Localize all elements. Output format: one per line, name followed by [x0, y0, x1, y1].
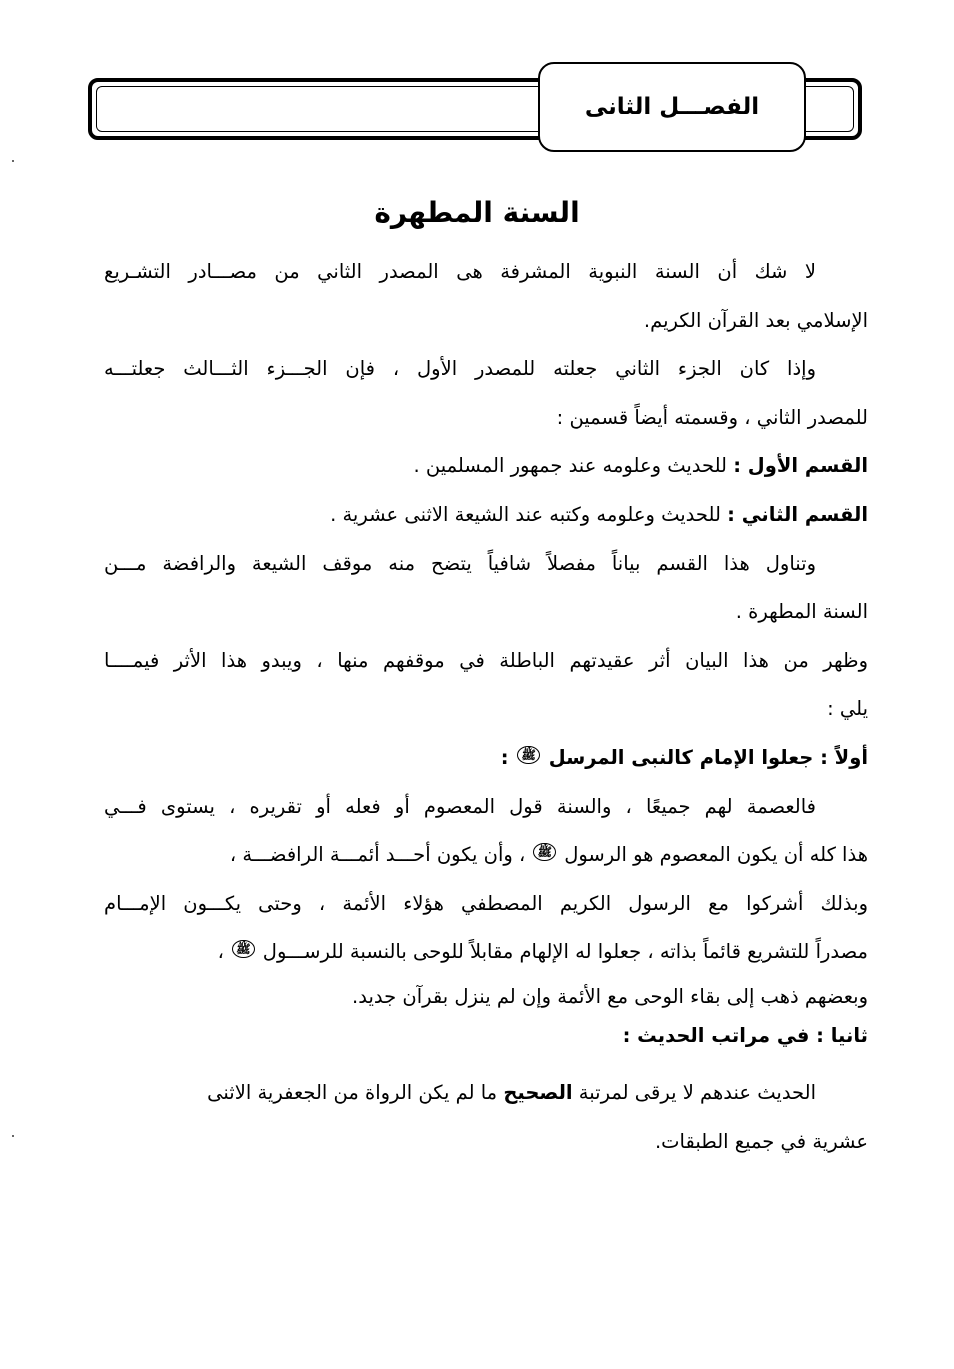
paragraph-line [104, 831, 868, 880]
paragraph-line: وبذلك أشركوا مع الرسول الكريم المصطفي هؤلاء الأئمة ، وحتى يكـــون الإمـــام [104, 891, 868, 915]
honorific-seal-icon: ﷺ [232, 940, 255, 958]
paragraph-line: فالعصمة لهم جميعًا ، والسنة قول المعصوم أو فعله أو تقريره ، يستوى فـــي [104, 794, 816, 818]
part-one-text: للحديث وعلومه عند جمهور المسلمين . [413, 454, 734, 478]
honorific-seal-icon: ﷺ [517, 746, 540, 764]
emphasis-term: الصحيح [503, 1080, 573, 1104]
paragraph-text: مصدراً للتشريع قائماً بذاته ، جعلوا له الإلهام مقابلاً للوحى بالنسبة للرســـول [262, 940, 868, 964]
paragraph-line: الإسلامي بعد القرآن الكريم. [643, 308, 868, 332]
part-two-line [104, 491, 868, 540]
heading-first-text: أولاً : جعلوا الإمام كالنبى المرسل [548, 745, 868, 769]
paragraph-line: وظهر من هذا البيان أثر عقيدتهم الباطلة في موقفهم منها ، ويبدو هذا الأثر فيمــــا [104, 648, 868, 672]
paragraph-line: للمصدر الثاني ، وقسمته أيضاً قسمين : [556, 405, 868, 429]
heading-first-end: : [500, 745, 516, 769]
paragraph-line: يلي : [827, 697, 868, 721]
part-two-label: القسم الثاني : [727, 502, 868, 526]
section-title: السنة المطهرة [374, 196, 580, 229]
part-two-text: للحديث وعلومه وكتبه عند الشيعة الاثنى عشرية . [330, 502, 728, 526]
page-body [104, 248, 868, 1166]
paragraph-line: لا شك أن السنة النبوية المشرفة هى المصدر الثاني من مصـــادر التشـريع [104, 260, 816, 283]
paragraph-line [104, 1069, 868, 1118]
heading-second: ثانيا : في مراتب الحديث : [622, 1023, 868, 1047]
scan-speck [12, 1135, 14, 1137]
scan-speck [12, 160, 14, 162]
paragraph-line: وإذا كان الجزء الثاني جعلته للمصدر الأول ، فإن الجـــزء الثـــالث جعلتـــه [104, 357, 816, 381]
heading-first [104, 734, 868, 783]
chapter-title: الفصـــل الثانى [584, 94, 760, 120]
paragraph-line: السنة المطهرة . [735, 600, 868, 624]
paragraph-text: الحديث عندهم لا يرقى لمرتبة [572, 1080, 816, 1104]
part-one-line [104, 442, 868, 491]
paragraph-line [104, 928, 868, 977]
paragraph-text: هذا كله أن يكون المعصوم هو الرسول [564, 843, 868, 867]
paragraph-text: ، وأن يكون أحـــد أئمـــة الرافضـــة ، [229, 843, 532, 867]
paragraph-text: ما لم يكن الرواة من الجعفرية الاثنى [207, 1080, 504, 1104]
paragraph-line: وبعضهم ذهب إلى بقاء الوحى مع الأئمة وإن لم ينزل بقرآن جديد. [352, 984, 868, 1008]
paragraph-line: عشرية في جميع الطبقات. [654, 1129, 868, 1153]
chapter-box [538, 62, 806, 152]
part-one-label: القسم الأول : [733, 454, 868, 478]
honorific-seal-icon: ﷺ [533, 843, 556, 861]
paragraph-text: ، [217, 940, 231, 964]
paragraph-line: وتناول هذا القسم بياناً مفصلاً شافياً يتضح منه موقف الشيعة والرافضة مـــن [104, 551, 816, 575]
